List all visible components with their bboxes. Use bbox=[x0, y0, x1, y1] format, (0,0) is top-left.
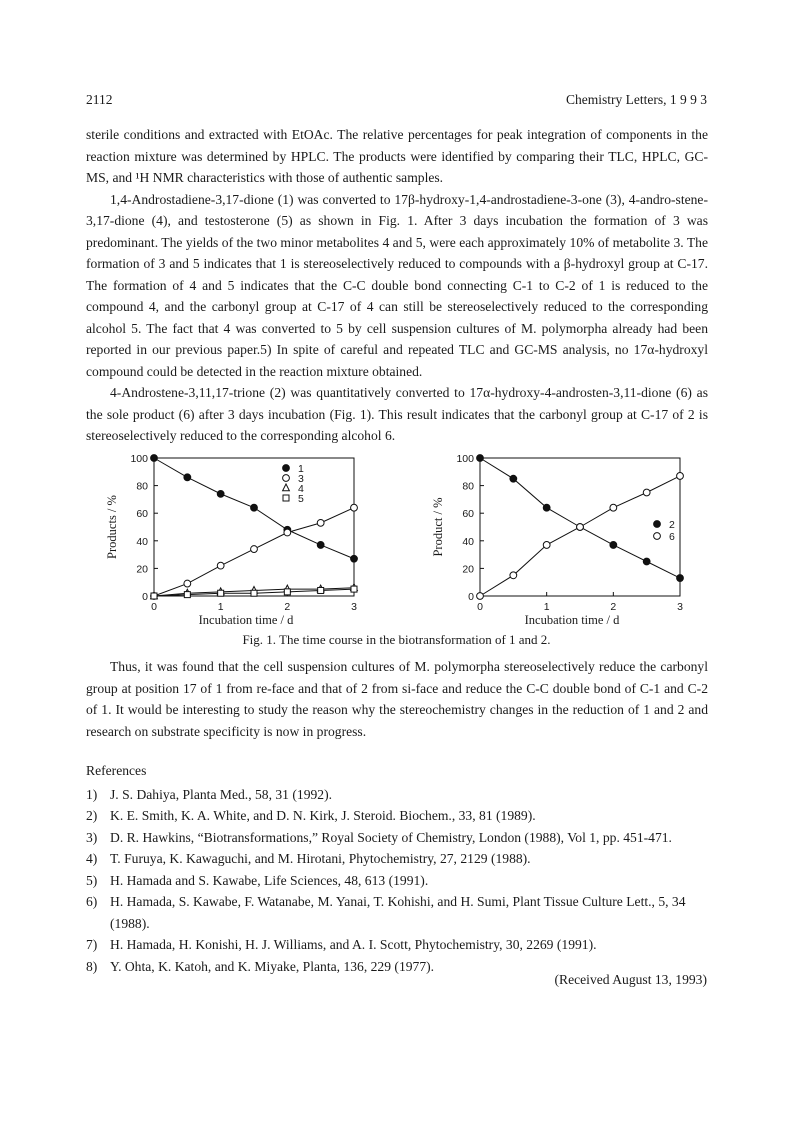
data-point-6 bbox=[643, 489, 650, 496]
y-tick-label: 0 bbox=[142, 591, 148, 603]
data-point-5 bbox=[318, 587, 324, 593]
y-tick-label: 80 bbox=[136, 480, 148, 493]
reference-number: 4) bbox=[86, 851, 98, 866]
reference-text: T. Furuya, K. Kawaguchi, and M. Hirotani, Phytochemistry, 27, 2129 (1988). bbox=[110, 851, 531, 866]
data-point-5 bbox=[251, 590, 257, 596]
data-point-1 bbox=[351, 555, 358, 562]
data-point-6 bbox=[477, 593, 484, 600]
paragraph-3: 4-Androstene-3,11,17-trione (2) was quantitatively converted to 17α-hydroxy-4-androsten-3,11-dione (6) as the sole product (6) after 3 days incubation (Fig. 1). This result indicates that the carbonyl group at C-17 of 2 is stereoselectively reduced to the corresponding alcohol 6. bbox=[86, 385, 708, 443]
y-tick-label: 80 bbox=[462, 480, 474, 493]
reference-text: H. Hamada, H. Konishi, H. J. Williams, and A. I. Scott, Phytochemistry, 30, 2269 (1991). bbox=[110, 937, 597, 952]
y-axis-label: Products / % bbox=[105, 495, 119, 559]
references-title: References bbox=[86, 763, 147, 778]
y-tick-label: 20 bbox=[462, 563, 474, 576]
reference-item bbox=[86, 848, 708, 870]
data-point-5 bbox=[218, 590, 224, 596]
reference-item bbox=[86, 784, 708, 806]
data-point-3 bbox=[217, 562, 224, 569]
journal-header: Chemistry Letters, 1 9 9 3 bbox=[566, 92, 707, 107]
reference-number: 5) bbox=[86, 872, 98, 888]
paragraph-4: Thus, it was found that the cell suspension cultures of M. polymorpha stereoselectively reduce the carbonyl group at position 17 of 1 from re-face and that of 2 from si-face and reduce the C-C double bond of C-1 and C-2 of 1. It would be interesting to study the reason why the stereochemistry changes in the reduction of 1 and 2 and research on substrate specificity is now in progress. bbox=[86, 659, 708, 739]
legend-label-5: 5 bbox=[298, 493, 304, 505]
x-tick-label: 2 bbox=[284, 601, 291, 613]
figure-1 bbox=[86, 452, 708, 652]
reference-text: D. R. Hawkins, “Biotransformations,” Royal Society of Chemistry, London (1988), Vol 1, pp. 451-471. bbox=[110, 829, 672, 845]
legend-marker-1 bbox=[283, 465, 290, 472]
data-point-5 bbox=[151, 593, 157, 599]
data-point-2 bbox=[477, 455, 484, 462]
x-axis-label: Incubation time / d bbox=[524, 613, 620, 627]
paragraph-1: sterile conditions and extracted with EtOAc. The relative percentages for peak integration of components in the reaction mixture was determined by HPLC. The products were identified by comparing their TLC, HPLC, GC-MS, and ¹H NMR characteristics with those of authentic samples. bbox=[86, 127, 708, 185]
data-point-3 bbox=[351, 504, 358, 511]
reference-text: J. S. Dahiya, Planta Med., 58, 31 (1992). bbox=[110, 786, 333, 802]
body-text-bottom bbox=[86, 656, 708, 742]
legend-label-1: 1 bbox=[298, 463, 304, 475]
data-point-6 bbox=[543, 542, 550, 549]
data-point-3 bbox=[317, 519, 324, 526]
data-point-2 bbox=[643, 558, 650, 565]
data-point-6 bbox=[677, 473, 684, 480]
data-point-1 bbox=[217, 490, 224, 497]
x-tick-label: 0 bbox=[477, 601, 483, 613]
received-date: (Received August 13, 1993) bbox=[554, 972, 707, 987]
data-point-1 bbox=[317, 542, 324, 549]
reference-text: H. Hamada and S. Kawabe, Life Sciences, 48, 613 (1991). bbox=[110, 872, 429, 888]
y-tick-label: 60 bbox=[136, 508, 148, 521]
data-point-1 bbox=[251, 504, 258, 511]
figure-caption: Fig. 1. The time course in the biotransformation of 1 and 2. bbox=[242, 632, 551, 647]
data-point-2 bbox=[610, 542, 617, 549]
reference-text: K. E. Smith, K. A. White, and D. N. Kirk, J. Steroid. Biochem., 33, 81 (1989). bbox=[110, 808, 536, 823]
legend-marker-2 bbox=[654, 521, 661, 528]
data-point-2 bbox=[510, 475, 517, 482]
body-text-top bbox=[86, 124, 708, 447]
y-tick-label: 100 bbox=[130, 453, 148, 465]
reference-number: 8) bbox=[86, 958, 98, 974]
x-tick-label: 2 bbox=[610, 601, 617, 613]
x-tick-label: 1 bbox=[543, 601, 550, 613]
page-number: 2112 bbox=[86, 92, 113, 107]
legend-marker-3 bbox=[283, 475, 290, 482]
reference-number: 2) bbox=[86, 808, 98, 823]
data-point-1 bbox=[184, 474, 191, 481]
legend-marker-5 bbox=[283, 495, 289, 501]
data-point-6 bbox=[510, 572, 517, 579]
y-tick-label: 0 bbox=[468, 591, 474, 603]
reference-item bbox=[86, 891, 708, 934]
data-point-6 bbox=[577, 524, 584, 531]
y-tick-label: 20 bbox=[136, 563, 148, 576]
x-axis-label: Incubation time / d bbox=[198, 613, 294, 627]
reference-number: 3) bbox=[86, 829, 98, 845]
reference-text: Y. Ohta, K. Katoh, and K. Miyake, Planta, 136, 229 (1977). bbox=[110, 958, 435, 974]
data-point-1 bbox=[151, 455, 158, 462]
legend-label-4: 4 bbox=[298, 483, 304, 495]
reference-item bbox=[86, 934, 708, 956]
legend-label-3: 3 bbox=[298, 473, 304, 485]
reference-item bbox=[86, 805, 708, 827]
reference-item bbox=[86, 827, 708, 849]
figure-1-chart bbox=[86, 452, 708, 632]
data-point-3 bbox=[284, 529, 291, 536]
data-point-6 bbox=[610, 504, 617, 511]
legend-label-6: 6 bbox=[669, 531, 675, 543]
legend-label-2: 2 bbox=[669, 519, 675, 531]
paragraph-2: 1,4-Androstadiene-3,17-dione (1) was converted to 17β-hydroxy-1,4-androstadiene-3-one (3), 4-andro-stene-3,17-dione (4), and testosterone (5) as shown in Fig. 1. After 3 days incubation the formation of 3 was predominant. The yields of the two minor metabolites 4 and 5, were each approximately 10% of metabolite 3. The formation of 3 and 5 indicates that 1 is stereoselectively reduced to compounds with a β-hydroxyl group at C-17. The formation of 4 and 5 indicates that the C-C double bond connecting C-1 to C-2 of 1 is reduced to the compound 4, and the carbonyl group at C-17 of 4 can still be stereoselectively reduced to the corresponding alcohol 5. The fact that 4 was converted to 5 by cell suspension cultures of M. polymorpha already had been reported in our previous paper.5) In spite of careful and repeated TLC and GC-MS analysis, no 17α-hydroxyl compound could be detected in the reaction mixture obtained. bbox=[86, 191, 708, 379]
reference-item bbox=[86, 870, 708, 892]
reference-number: 1) bbox=[86, 786, 98, 802]
reference-text: H. Hamada, S. Kawabe, F. Watanabe, M. Yanai, T. Kohishi, and H. Sumi, Plant Tissue Culture Lett., 5, 34 (1988). bbox=[110, 894, 686, 931]
y-tick-label: 40 bbox=[462, 535, 474, 548]
x-tick-label: 0 bbox=[151, 601, 157, 613]
y-tick-label: 60 bbox=[462, 508, 474, 521]
data-point-2 bbox=[677, 575, 684, 582]
y-tick-label: 100 bbox=[456, 453, 474, 465]
legend-marker-4 bbox=[283, 484, 290, 491]
x-tick-label: 3 bbox=[351, 601, 357, 613]
data-point-3 bbox=[184, 580, 191, 587]
data-point-5 bbox=[184, 592, 190, 598]
reference-number: 6) bbox=[86, 894, 98, 909]
y-tick-label: 40 bbox=[136, 535, 148, 548]
legend-marker-6 bbox=[654, 533, 661, 540]
y-axis-label: Product / % bbox=[431, 497, 445, 557]
references bbox=[86, 760, 708, 977]
reference-number: 7) bbox=[86, 937, 98, 952]
reference-list bbox=[86, 784, 708, 978]
data-point-5 bbox=[351, 586, 357, 592]
data-point-3 bbox=[251, 546, 258, 553]
data-point-2 bbox=[543, 504, 550, 511]
data-point-5 bbox=[284, 589, 290, 595]
x-tick-label: 3 bbox=[677, 601, 683, 613]
x-tick-label: 1 bbox=[217, 601, 224, 613]
